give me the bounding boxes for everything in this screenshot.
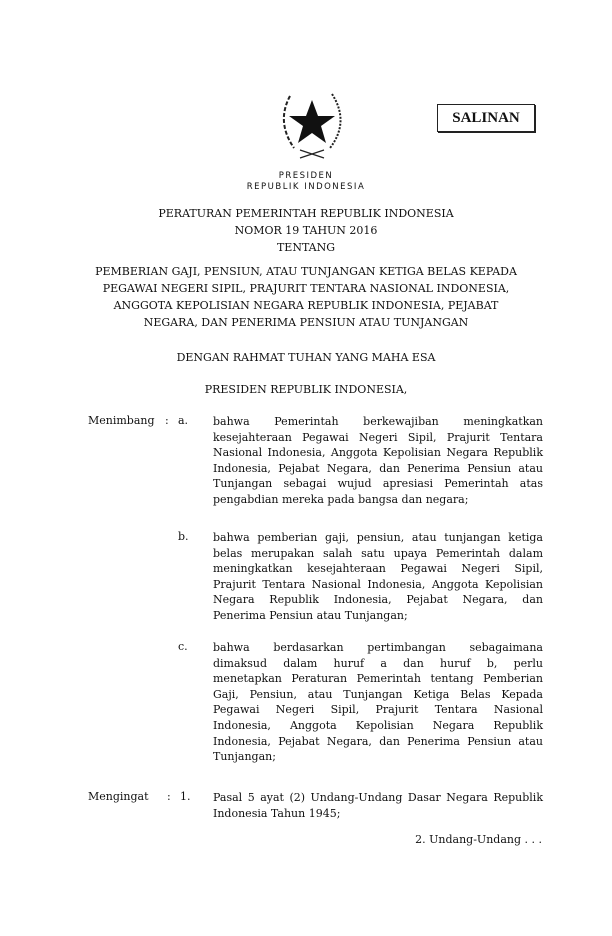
menimbang-clause-line: bahwa berdasarkan pertimbangan sebagaimana [213, 641, 543, 654]
regulation-title: PERATURAN PEMERINTAH REPUBLIK INDONESIA [158, 207, 454, 220]
menimbang-clause-line: belas merupakan salah satu upaya Pemerintah dalam [213, 546, 543, 560]
menimbang-clause-line: Tunjangan sebagai wujud apresiasi Pemerintah atas [213, 477, 543, 491]
menimbang-clause-line: pengabdian mereka pada bangsa dan negara; [213, 493, 469, 506]
garuda-star-emblem-icon [272, 82, 352, 162]
presiden-line: PRESIDEN REPUBLIK INDONESIA, [204, 383, 408, 396]
mengingat-colon: : [167, 790, 171, 803]
menimbang-clause-line: Tunjangan; [213, 750, 276, 764]
menimbang-clause-line: Indonesia, Pejabat Negara, dan Penerima Pensiun atau [213, 461, 543, 475]
menimbang-label: Menimbang [88, 414, 155, 427]
menimbang-clause-line: bahwa Pemerintah berkewajiban meningkatkan [213, 415, 543, 428]
menimbang-colon: : [165, 414, 169, 427]
mengingat-clause-line: Pasal 5 ayat (2) Undang-Undang Dasar Negara Republik [213, 791, 543, 804]
mengingat-item-marker: 1. [180, 790, 191, 803]
menimbang-clause-line: bahwa pemberian gaji, pensiun, atau tunjangan ketiga [213, 531, 543, 544]
presiden-label: PRESIDEN [278, 171, 334, 181]
menimbang-item-marker: c. [178, 640, 188, 653]
menimbang-item-marker: b. [178, 530, 189, 543]
menimbang-clause-line: Nasional Indonesia, Anggota Kepolisian Negara Republik [213, 446, 543, 460]
subject-line: NEGARA, DAN PENERIMA PENSIUN ATAU TUNJANGAN [143, 316, 469, 329]
menimbang-clause-line: meningkatkan kesejahteraan Pegawai Negeri Sipil, [213, 562, 543, 576]
menimbang-clause-line: kesejahteraan Pegawai Negeri Sipil, Prajurit Tentara [213, 430, 543, 444]
menimbang-clause-line: dimaksud dalam huruf a dan huruf b, perlu [213, 656, 543, 670]
menimbang-clause-line: Indonesia, Anggota Kepolisian Negara Republik [213, 719, 543, 732]
menimbang-clause-line: Prajurit Tentara Nasional Indonesia, Anggota Kepolisian [213, 577, 543, 591]
mengingat-clause-line: Indonesia Tahun 1945; [213, 806, 341, 820]
subject-line: PEGAWAI NEGERI SIPIL, PRAJURIT TENTARA NASIONAL INDONESIA, [102, 282, 510, 295]
salinan-stamp: SALINAN [437, 104, 535, 132]
menimbang-clause-line: Pegawai Negeri Sipil, Prajurit Tentara Nasional [213, 703, 543, 717]
republik-label: REPUBLIK INDONESIA [246, 182, 366, 192]
menimbang-clause-line: Penerima Pensiun atau Tunjangan; [213, 609, 408, 622]
subject-line: ANGGOTA KEPOLISIAN NEGARA REPUBLIK INDONESIA, PEJABAT [113, 299, 499, 312]
subject-line: PEMBERIAN GAJI, PENSIUN, ATAU TUNJANGAN KETIGA BELAS KEPADA [95, 265, 517, 278]
menimbang-clause-line: Negara Republik Indonesia, Pejabat Negara, dan [213, 593, 543, 607]
regulation-number: NOMOR 19 TAHUN 2016 [234, 224, 378, 237]
continuation-footer: 2. Undang-Undang . . . [415, 833, 542, 846]
menimbang-clause-line: menetapkan Peraturan Pemerintah tentang Pemberian [213, 672, 543, 686]
menimbang-clause-line: Gaji, Pensiun, atau Tunjangan Ketiga Belas Kepada [213, 687, 543, 701]
rahmat-line: DENGAN RAHMAT TUHAN YANG MAHA ESA [176, 351, 436, 364]
menimbang-item-marker: a. [178, 414, 189, 427]
tentang-label: TENTANG [276, 241, 336, 254]
mengingat-label: Mengingat [88, 790, 149, 803]
menimbang-clause-line: Indonesia, Pejabat Negara, dan Penerima Pensiun atau [213, 734, 543, 748]
